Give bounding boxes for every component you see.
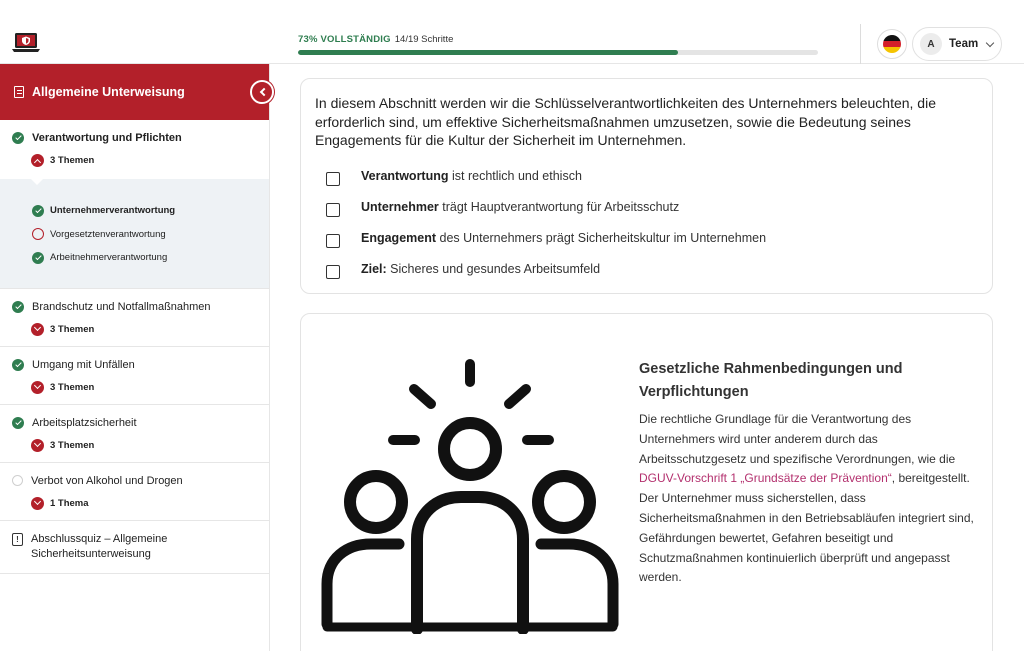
dguv-link[interactable]: DGUV-Vorschrift 1 „Grundsätze der Prävention“ — [639, 471, 892, 486]
progress-steps: 14/19 Schritte — [394, 34, 454, 45]
checklist-item[interactable] — [315, 192, 978, 223]
checklist-text: Ziel: Sicheres und gesundes Arbeitsumfeld — [361, 262, 601, 276]
completed-check-icon — [12, 301, 24, 313]
chevron-down-icon[interactable] — [31, 497, 44, 510]
topics-count: 1 Thema — [50, 497, 89, 509]
team-menu-button[interactable] — [912, 27, 1002, 61]
incomplete-circle-icon — [32, 228, 44, 240]
checkbox[interactable] — [326, 234, 340, 248]
top-bar — [0, 0, 1024, 64]
language-switch-button[interactable] — [877, 29, 907, 59]
sidebar-item-label: Verbot von Alkohol und Drogen — [31, 474, 183, 487]
sidebar-item-verantwortung[interactable] — [0, 120, 269, 179]
team-leader-illustration-icon — [321, 354, 621, 634]
sidebar-header[interactable] — [0, 64, 269, 120]
progress-bar — [298, 50, 818, 55]
topics-count: 3 Themen — [50, 155, 95, 166]
german-flag-icon — [883, 35, 901, 53]
quiz-icon: ! — [12, 533, 23, 546]
chevron-down-icon[interactable] — [31, 439, 44, 452]
sidebar-item-arbeitsplatzsicherheit[interactable] — [0, 405, 269, 463]
key-points-checklist — [315, 161, 978, 285]
topics-count: 3 Themen — [50, 323, 95, 335]
section-body: Die rechtliche Grundlage für die Verantwortung des Unternehmers wird unter anderem durch das Arbeitsschutzgesetz und spezifische Verordnungen, wie die DGUV-Vorschrift 1 „Grundsätze der Prävention“, bereitgestellt. Der Unternehmer muss sicherstellen, dass Sicherheitsmaßnahmen in den Betriebsabläufen integriert sind, Gefährdungen bewertet, Gefahren beseitigt und Schutzmaßnahmen kontinuierlich überprüft und angepasst werden. — [639, 412, 974, 585]
subtopic-label: Arbeitnehmerverantwortung — [50, 252, 168, 264]
empty-circle-icon — [12, 475, 23, 486]
checkbox[interactable] — [326, 203, 340, 217]
checklist-text: Engagement des Unternehmers prägt Sicherheitskultur im Unternehmen — [361, 231, 767, 245]
chevron-up-icon[interactable] — [31, 154, 44, 167]
subtopic-unternehmerverantwortung[interactable] — [32, 199, 257, 223]
checklist-text: Verantwortung ist rechtlich und ethisch — [361, 169, 582, 183]
completed-check-icon — [12, 359, 24, 371]
chevron-down-icon[interactable] — [31, 381, 44, 394]
sidebar-item-unfaelle[interactable] — [0, 347, 269, 405]
sidebar-item-label: Arbeitsplatzsicherheit — [32, 416, 137, 429]
completed-check-icon — [12, 417, 24, 429]
checkbox[interactable] — [326, 172, 340, 186]
completed-check-icon — [32, 205, 44, 217]
avatar: A — [920, 33, 942, 55]
sidebar-item-abschlussquiz[interactable] — [0, 521, 269, 574]
progress-bar-fill — [298, 50, 678, 55]
progress-percent: 73% VOLLSTÄNDIG — [298, 34, 391, 45]
team-label: Team — [949, 38, 979, 50]
topics-count: 3 Themen — [50, 381, 95, 393]
checklist-item[interactable] — [315, 254, 978, 285]
sidebar-header-title: Allgemeine Unterweisung — [32, 85, 185, 99]
sidebar-item-label: Abschlussquiz – Allgemeine Sicherheitsunterweisung — [31, 532, 168, 560]
sidebar-item-brandschutz[interactable] — [0, 289, 269, 347]
document-icon — [14, 86, 24, 98]
subtopic-arbeitnehmerverantwortung[interactable] — [32, 246, 257, 270]
sidebar-item-alkohol-drogen[interactable] — [0, 463, 269, 521]
content-card — [300, 313, 993, 651]
topbar-divider — [860, 24, 861, 64]
completed-check-icon — [32, 252, 44, 264]
chevron-down-icon — [986, 38, 994, 46]
chevron-left-icon — [259, 88, 267, 96]
chevron-down-icon[interactable] — [31, 323, 44, 336]
subtopic-label: Vorgesetztenverantwortung — [50, 228, 166, 240]
course-sidebar — [0, 64, 270, 651]
progress-label — [298, 34, 818, 45]
checkbox[interactable] — [326, 265, 340, 279]
checklist-text: Unternehmer trägt Hauptverantwortung für Arbeitsschutz — [361, 200, 680, 214]
sidebar-item-label: Brandschutz und Notfallmaßnahmen — [32, 300, 211, 313]
subtopic-label: Unternehmerverantwortung — [50, 205, 176, 217]
laptop-shield-logo-icon[interactable] — [12, 31, 40, 53]
collapse-sidebar-button[interactable] — [250, 80, 274, 104]
checklist-item[interactable] — [315, 223, 978, 254]
sub-topics-panel — [0, 179, 269, 289]
sidebar-item-label: Verantwortung und Pflichten — [32, 132, 182, 144]
sidebar-item-label: Umgang mit Unfällen — [32, 358, 135, 371]
course-progress — [298, 34, 818, 55]
topics-count: 3 Themen — [50, 439, 95, 451]
section-title: Gesetzliche Rahmenbedingungen und Verpflichtungen — [639, 361, 903, 400]
completed-check-icon — [12, 132, 24, 144]
subtopic-vorgesetztenverantwortung[interactable] — [32, 223, 257, 247]
checklist-item[interactable] — [315, 161, 978, 192]
intro-text: In diesem Abschnitt werden wir die Schlüsselverantwortlichkeiten des Unternehmers beleuchten, die erforderlich sind, um effektive Sicherheitsmaßnahmen umzusetzen, sowie die Bedeutung seines Engagements für die Kultur der Sicherheit im Unternehmen. — [315, 95, 936, 148]
content-text-block — [639, 358, 979, 588]
intro-card — [300, 78, 993, 294]
